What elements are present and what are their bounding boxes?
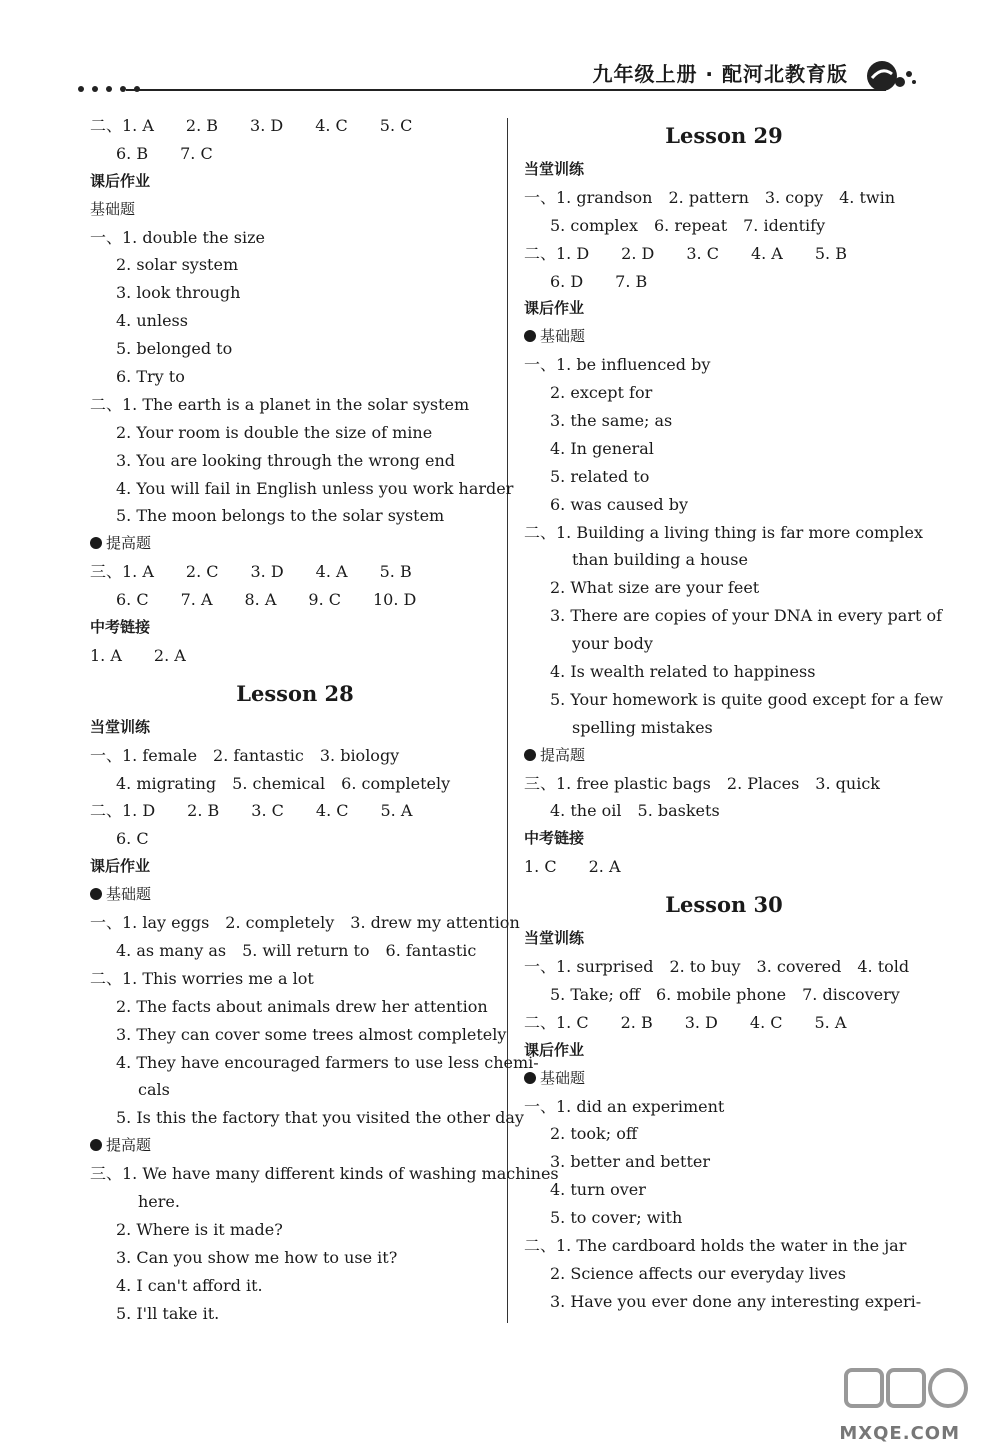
line-text: 一、1. double the size (90, 227, 265, 247)
line-text: 中考链接 (90, 618, 151, 637)
line-text: 三、1. We have many different kinds of washing machines (90, 1164, 559, 1184)
answer-line (90, 937, 500, 965)
line-text: 3. look through (116, 283, 241, 303)
line-text: 5. related to (550, 466, 650, 486)
answer-line (90, 502, 500, 530)
line-text: 三、1. A 2. C 3. D 4. A 5. B (90, 562, 412, 582)
subsection-heading (524, 742, 924, 770)
line-text: 基础题 (540, 1068, 586, 1087)
answer-line (90, 1188, 500, 1216)
answer-line (90, 770, 500, 798)
line-text: 当堂训练 (90, 717, 151, 736)
subsection-heading (90, 530, 500, 558)
line-text: Lesson 28 (236, 680, 354, 706)
line-text: 二、1. The earth is a planet in the solar system (90, 394, 470, 414)
line-text: 6. C 7. A 8. A 9. C 10. D (116, 590, 417, 610)
answer-line (90, 1049, 539, 1077)
line-text: 3. There are copies of your DNA in every part of (550, 606, 943, 626)
answer-line (524, 519, 924, 547)
answer-line (90, 1300, 500, 1328)
line-text: 4. as many as 5. will return to 6. fantastic (116, 940, 477, 960)
answer-line (524, 1009, 924, 1037)
bullet-icon (524, 330, 536, 342)
dot (78, 86, 84, 92)
line-text: 4. Is wealth related to happiness (550, 662, 816, 682)
line-text: 4. migrating 5. chemical 6. completely (116, 773, 451, 793)
line-text: 中考链接 (524, 829, 585, 848)
line-text: 6. B 7. C (116, 143, 213, 163)
line-text: 3. Have you ever done any interesting experi- (550, 1291, 922, 1311)
answer-line (524, 268, 924, 296)
line-text: 6. D 7. B (550, 271, 648, 291)
answer-line (524, 1176, 924, 1204)
line-text: 二、1. The cardboard holds the water in the jar (524, 1235, 907, 1255)
line-text: 二、1. Building a living thing is far more complex (524, 522, 924, 542)
answer-line (90, 391, 500, 419)
answer-line (524, 351, 924, 379)
answer-line (90, 965, 500, 993)
section-heading (90, 853, 500, 881)
line-text: 二、1. D 2. D 3. C 4. A 5. B (524, 243, 847, 263)
lesson-title (524, 112, 924, 156)
line-text: 3. You are looking through the wrong end (116, 450, 455, 470)
line-text: 基础题 (540, 327, 586, 346)
answer-line (90, 1104, 524, 1132)
right-column (524, 112, 944, 1316)
line-text: 4. They have encouraged farmers to use less chemi- (116, 1052, 539, 1072)
answer-line (90, 1216, 500, 1244)
line-text: 二、1. This worries me a lot (90, 968, 314, 988)
answer-line (90, 1076, 500, 1104)
line-text: 三、1. free plastic bags 2. Places 3. quick (524, 773, 880, 793)
answer-line (90, 279, 500, 307)
answer-line (524, 602, 943, 630)
line-text: spelling mistakes (572, 717, 713, 737)
line-text: 5. to cover; with (550, 1208, 683, 1228)
bullet-icon (90, 537, 102, 549)
line-text: 课后作业 (90, 857, 151, 876)
line-text: 二、1. A 2. B 3. D 4. C 5. C (90, 116, 413, 135)
answer-line (524, 184, 924, 212)
line-text: 6. C (116, 829, 149, 849)
section-heading (90, 614, 500, 642)
subsection-heading (524, 1065, 924, 1093)
left-column (90, 112, 559, 1327)
section-heading (524, 295, 924, 323)
answer-line (524, 1148, 924, 1176)
bullet-icon (90, 1139, 102, 1151)
answer-line (90, 447, 500, 475)
line-text: 5. belonged to (116, 339, 233, 359)
line-text: 提高题 (540, 745, 586, 764)
answer-line (524, 1093, 924, 1121)
answer-line (524, 658, 924, 686)
line-text: 一、1. lay eggs 2. completely 3. drew my attention (90, 913, 520, 933)
section-heading (524, 825, 924, 853)
answer-line (524, 407, 924, 435)
answer-line (90, 224, 500, 252)
line-text: 当堂训练 (524, 929, 585, 948)
line-text: 1. C 2. A (524, 857, 621, 877)
book-logo-icon (862, 56, 918, 96)
line-text: 2. Where is it made? (116, 1219, 283, 1239)
line-text: Lesson 29 (665, 123, 783, 148)
line-text: 2. The facts about animals drew her attention (116, 996, 488, 1016)
answer-line (524, 686, 944, 714)
line-text: 2. Science affects our everyday lives (550, 1263, 846, 1283)
answer-line (90, 419, 500, 447)
line-text: 一、1. surprised 2. to buy 3. covered 4. told (524, 957, 910, 977)
answer-line (524, 630, 924, 658)
dot (92, 86, 98, 92)
answer-line (90, 825, 500, 853)
line-text: 4. unless (116, 311, 188, 331)
section-heading (90, 168, 500, 196)
answer-line (90, 642, 500, 670)
answer-line (90, 307, 500, 335)
column-divider (507, 118, 508, 1323)
line-text: 2. took; off (550, 1124, 638, 1144)
line-text: Lesson 30 (665, 892, 783, 918)
answer-line (90, 140, 500, 168)
line-text: 4. the oil 5. baskets (550, 801, 720, 821)
line-text: 2. except for (550, 383, 653, 403)
line-text: 二、1. C 2. B 3. D 4. C 5. A (524, 1012, 847, 1032)
section-heading (524, 1037, 924, 1065)
answer-line (90, 797, 500, 825)
line-text: 一、1. did an experiment (524, 1096, 725, 1116)
line-text: 2. Your room is double the size of mine (116, 422, 433, 442)
subsection-heading (90, 196, 500, 224)
section-heading (524, 925, 924, 953)
line-text: 基础题 (90, 199, 136, 218)
answer-line (90, 1160, 559, 1188)
line-text: 当堂训练 (524, 160, 585, 178)
line-text: 一、1. be influenced by (524, 355, 711, 375)
line-text: 2. What size are your feet (550, 578, 760, 598)
answer-line (524, 853, 924, 881)
line-text: 3. Can you show me how to use it? (116, 1247, 398, 1267)
answer-line (90, 335, 500, 363)
line-text: 5. Your homework is quite good except for a few (550, 689, 944, 709)
line-text: 5. Is this the factory that you visited the other day (116, 1108, 524, 1128)
answer-line (524, 212, 924, 240)
answer-line (90, 1021, 507, 1049)
line-text: 基础题 (106, 885, 152, 904)
line-text: 3. better and better (550, 1152, 710, 1172)
line-text: 提高题 (106, 534, 152, 553)
answer-line (524, 981, 924, 1009)
line-text: 一、1. female 2. fantastic 3. biology (90, 745, 400, 765)
answer-line (90, 586, 500, 614)
answer-line (524, 491, 924, 519)
line-text: 1. A 2. A (90, 645, 186, 665)
line-text: here. (138, 1191, 180, 1211)
answer-line (90, 363, 500, 391)
answer-line (90, 1272, 500, 1300)
section-heading (90, 714, 500, 742)
answer-line (524, 1260, 924, 1288)
line-text: 4. turn over (550, 1180, 646, 1200)
bullet-icon (90, 888, 102, 900)
line-text: your body (572, 634, 653, 654)
answer-line (90, 558, 500, 586)
answer-line (524, 574, 924, 602)
line-text: 2. solar system (116, 255, 239, 275)
line-text: 5. I'll take it. (116, 1303, 220, 1323)
line-text: 课后作业 (524, 299, 585, 318)
line-text: 一、1. grandson 2. pattern 3. copy 4. twin (524, 187, 896, 207)
line-text: than building a house (572, 550, 748, 570)
line-text: 提高题 (106, 1136, 152, 1155)
answer-line (90, 1244, 500, 1272)
answer-line (524, 1120, 924, 1148)
line-text: 3. They can cover some trees almost completely (116, 1024, 507, 1044)
line-text: 5. Take; off 6. mobile phone 7. discovery (550, 984, 900, 1004)
answer-line (90, 742, 500, 770)
answer-line (524, 240, 924, 268)
line-text: 4. I can't afford it. (116, 1275, 263, 1295)
answer-line (524, 953, 924, 981)
bullet-icon (524, 749, 536, 761)
line-text: 6. Try to (116, 367, 185, 387)
subsection-heading (90, 1132, 500, 1160)
line-text: 课后作业 (90, 171, 151, 190)
section-heading (524, 156, 924, 184)
line-text: 课后作业 (524, 1040, 585, 1059)
answer-line (524, 463, 924, 491)
answer-line (90, 251, 500, 279)
subsection-heading (524, 323, 924, 351)
answer-line (524, 546, 924, 574)
subsection-heading (90, 881, 500, 909)
line-text: 5. The moon belongs to the solar system (116, 506, 445, 526)
answer-line (524, 1288, 924, 1316)
line-text: 4. You will fail in English unless you work harder (116, 478, 514, 498)
header-rule (126, 89, 886, 91)
page-header-title: 九年级上册 · 配河北教育版 (592, 62, 848, 86)
line-text: 5. complex 6. repeat 7. identify (550, 215, 826, 235)
bullet-icon (524, 1072, 536, 1084)
answer-line (524, 1204, 924, 1232)
lesson-title (90, 670, 500, 714)
answer-line (524, 797, 924, 825)
line-text: 二、1. D 2. B 3. C 4. C 5. A (90, 801, 413, 821)
answer-line (90, 993, 500, 1021)
answer-line (90, 112, 500, 140)
line-text: 3. the same; as (550, 411, 673, 431)
answer-line (524, 770, 924, 798)
answer-line (524, 1232, 924, 1260)
dot (106, 86, 112, 92)
answer-line (524, 714, 924, 742)
answer-line (90, 475, 514, 503)
line-text: 6. was caused by (550, 494, 688, 514)
answer-line (524, 435, 924, 463)
lesson-title (524, 881, 924, 925)
line-text: cals (138, 1080, 170, 1100)
watermark-text: MXQE.COM (839, 1423, 960, 1444)
answer-line (90, 909, 520, 937)
answer-line (524, 379, 924, 407)
line-text: 4. In general (550, 438, 654, 458)
